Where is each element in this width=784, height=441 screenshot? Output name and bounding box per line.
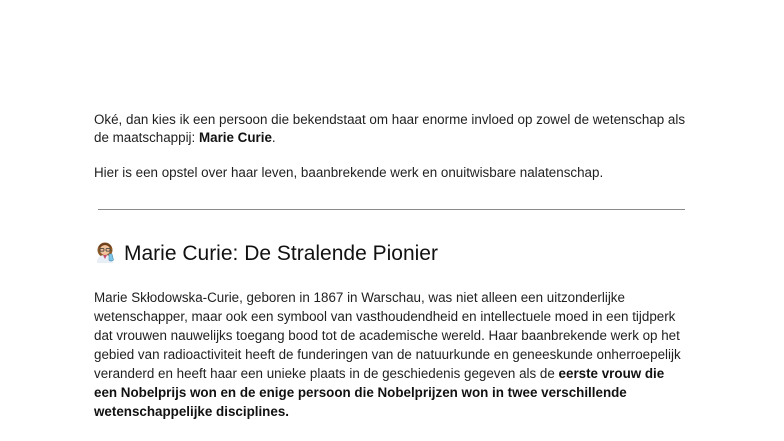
section-heading (94, 240, 438, 268)
horizontal-divider (98, 209, 685, 210)
intro-name-bold: Marie Curie (198, 130, 272, 146)
body-bold-text: eerste vrouw die een Nobelprijs won en de enige persoon die Nobelprijzen won in twee verschillende wetenschappelijke disciplines. (94, 366, 665, 419)
intro-period: . (271, 130, 276, 146)
body-text: Marie Skłodowska-Curie, geboren in 1867 in Warschau, was niet alleen een uitzonderlijke wetenschapper, maar ook een symbool van vasthoudendheid en intellectuele moed in een tijdperk dat vrouwen nauwelijks toegang bood tot de academische wereld. Haar baanbrekende werk op het gebied van radioactiviteit heeft de funderingen van de natuurkunde en geneeskunde onherroepelijk veranderd en heeft haar een unieke plaats in de geschiedenis gegeven als de (94, 290, 681, 381)
intro-paragraph (94, 111, 694, 147)
section-title: Marie Curie: De Stralende Pionier (124, 242, 438, 265)
choice-paragraph: Hier is een opstel over haar leven, baanbrekende werk en onuitwisbare nalatenschap. (94, 165, 604, 180)
woman-scientist-icon (94, 241, 116, 263)
intro-text: Oké, dan kies ik een persoon die bekendstaat om haar enorme invloed op zowel de wetenschap als de maatschappij: (94, 112, 686, 146)
body-paragraph (94, 288, 684, 421)
